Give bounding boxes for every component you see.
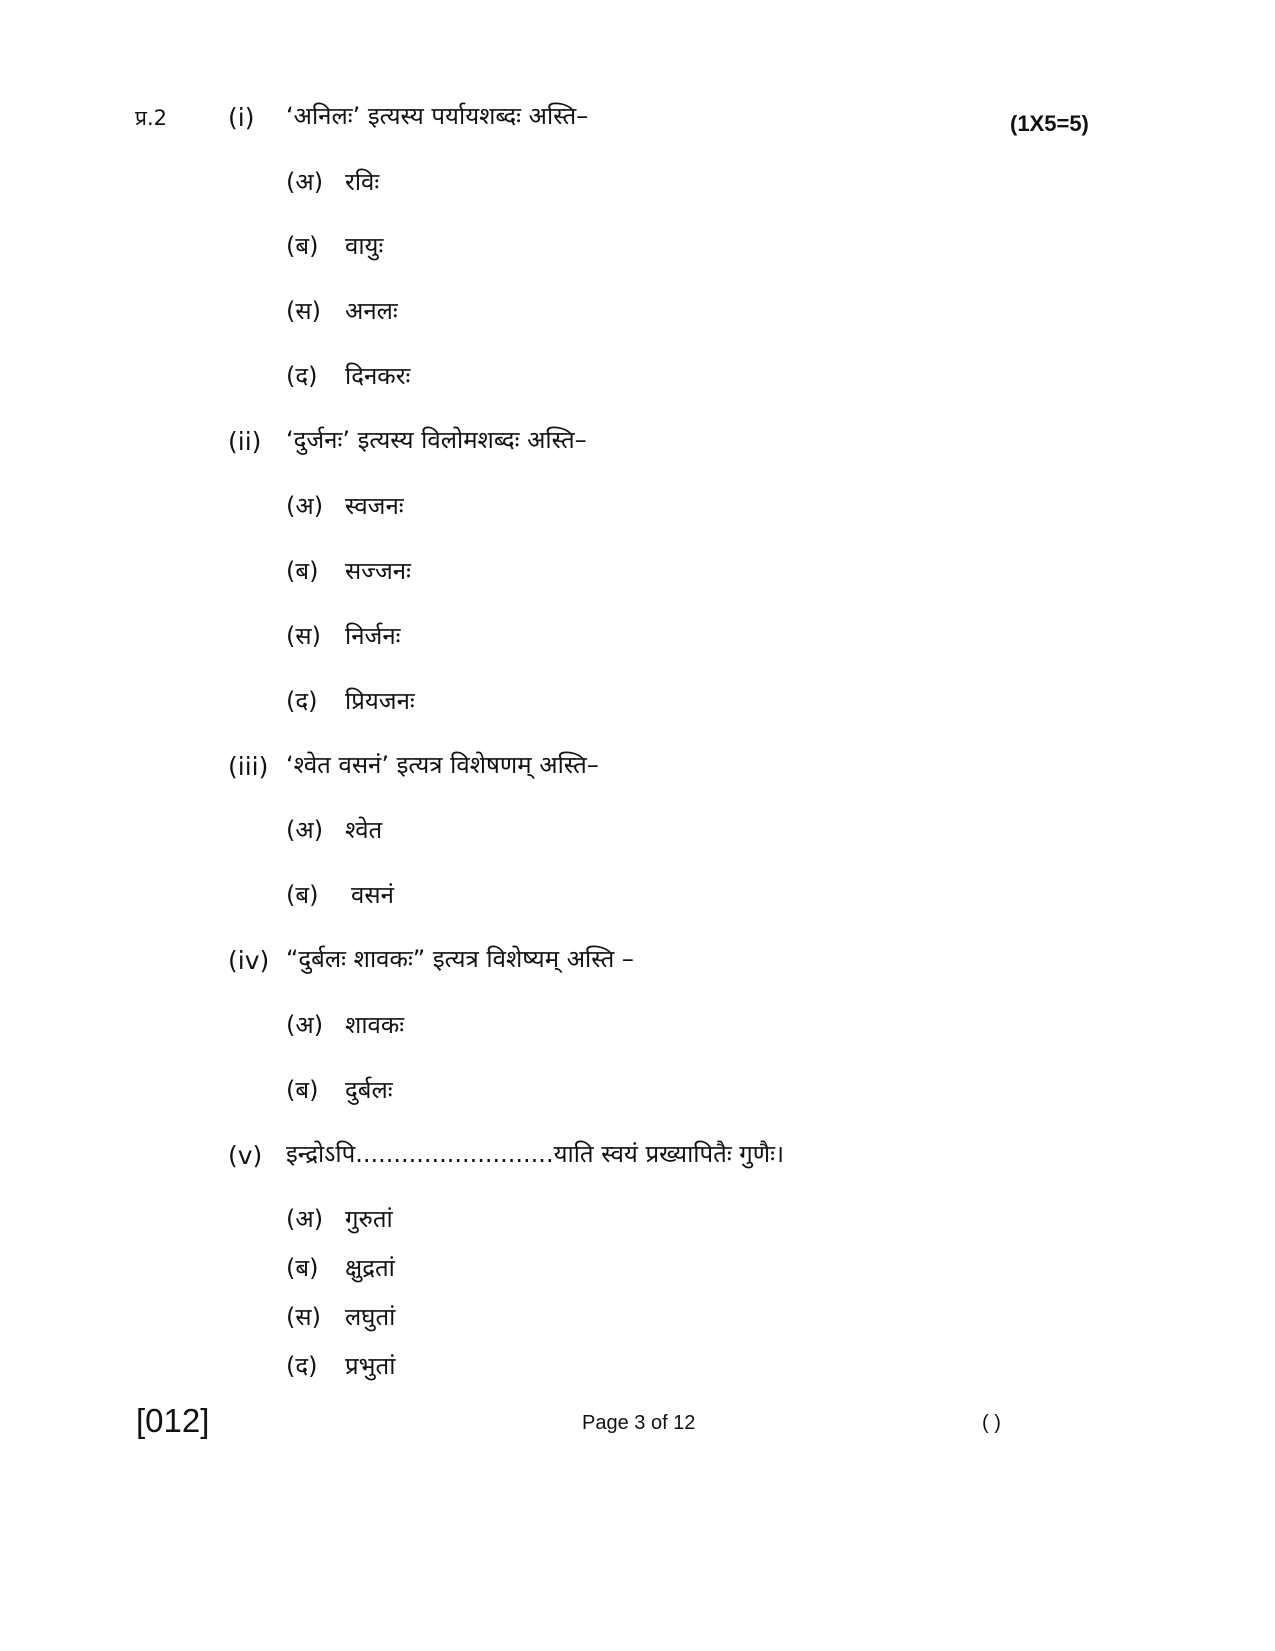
question-text-2: ‘दुर्जनः’ इत्यस्य विलोमशब्दः अस्ति– [286,426,587,454]
option-label: (स) [286,622,321,650]
option-text: दुर्बलः [345,1076,393,1104]
option-text: प्रभुतां [345,1352,396,1380]
question-numeral-2: (ii) [228,427,262,456]
option-text: क्षुद्रतां [345,1254,395,1282]
option-label: (अ) [286,816,324,844]
option-label: (अ) [286,1205,324,1233]
option-label: (ब) [286,1076,319,1104]
option-text: दिनकरः [345,362,411,390]
option-text: स्वजनः [345,492,404,520]
marks-label: (1X5=5) [1010,111,1089,136]
option-label: (अ) [286,492,324,520]
question-numeral-4: (iv) [228,946,270,975]
option-text: वायुः [345,232,384,260]
question-number: प्र.2 [135,106,167,130]
question-numeral-5: (v) [228,1141,263,1170]
option-label: (द) [286,687,318,715]
option-text: गुरुतां [345,1205,393,1233]
option-text: प्रियजनः [345,687,415,715]
option-label: (द) [286,362,318,390]
option-label: (स) [286,1303,321,1331]
option-label: (अ) [286,168,324,196]
option-text: शावकः [345,1011,405,1039]
option-label: (ब) [286,232,319,260]
question-text-5: इन्द्रोऽपि..........................याति स्वयं प्रख्यापितैः गुणैः। [286,1140,785,1168]
option-label: (ब) [286,557,319,585]
option-text: लघुतां [345,1303,396,1331]
question-numeral-3: (iii) [228,752,269,781]
question-text-4: “दुर्बलः शावकः” इत्यत्र विशेष्यम् अस्ति – [286,945,634,973]
option-label: (अ) [286,1011,324,1039]
option-text: रविः [345,168,380,196]
paper-code: [012] [136,1402,210,1439]
option-text: वसनं [351,881,394,909]
footer-parentheses: ( ) [982,1412,1001,1434]
option-text: सज्जनः [345,557,411,585]
question-text-1: ‘अनिलः’ इत्यस्य पर्यायशब्दः अस्ति– [286,102,589,130]
option-text: श्वेत [345,816,383,844]
option-label: (ब) [286,1254,319,1282]
option-label: (स) [286,297,321,325]
option-label: (द) [286,1352,318,1380]
option-text: निर्जनः [345,622,401,650]
option-label: (ब) [286,881,319,909]
page-number: Page 3 of 12 [582,1412,696,1434]
question-text-3: ‘श्वेत वसनं’ इत्यत्र विशेषणम् अस्ति– [286,751,599,779]
question-numeral-1: (i) [228,103,255,132]
option-text: अनलः [345,297,398,325]
